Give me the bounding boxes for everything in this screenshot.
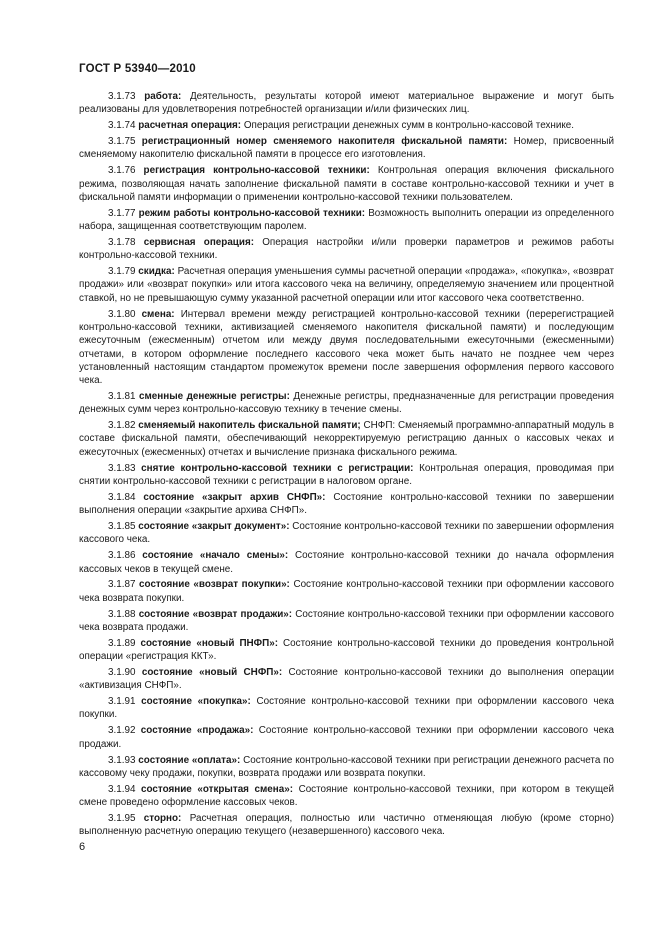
entry-term: сменяемый накопитель фискальной памяти; <box>138 420 361 432</box>
entry-number: 3.1.80 <box>108 308 136 320</box>
definition-entry <box>79 578 614 605</box>
entry-definition: Состояние контрольно-кассовой техники по завершении оформления кассового чека. <box>79 521 614 546</box>
entry-number: 3.1.79 <box>108 266 136 278</box>
entry-term: сервисная операция: <box>143 236 254 248</box>
entry-number: 3.1.78 <box>108 236 136 248</box>
entry-definition: Состояние контрольно-кассовой техники до выполнения операции «активизация СНФП». <box>79 666 614 692</box>
definition-entry <box>79 390 614 417</box>
entry-definition: Состояние контрольно-кассовой техники до начала оформления кассовых чеков в текущей смене. <box>79 550 614 575</box>
entry-term: режим работы контрольно-кассовой техники: <box>138 207 366 219</box>
entry-definition: Контрольная операция, проводимая при снятии контрольно-кассовой техники с регистрации в налоговом органе. <box>79 462 615 487</box>
definition-entry <box>79 812 614 839</box>
entry-number: 3.1.85 <box>108 521 136 533</box>
entry-number: 3.1.84 <box>108 491 136 503</box>
entry-term: сменные денежные регистры: <box>138 390 290 402</box>
entry-definition: Расчетная операция уменьшения суммы расчетной операции «продажа», «покупка», «возврат продажи» или «возврат покупки» или итога кассового чека на величину, определяемую значением или процентной ставкой, но не превышающую сумму указанной расчетной операции или итог кассового чека соответственно. <box>79 266 614 304</box>
entry-definition: Состояние контрольно-кассовой техники до проведения контрольной операции «регистрация ККТ». <box>79 637 614 663</box>
entry-definition: Состояние контрольно-кассовой техники при оформлении кассового чека продажи. <box>79 725 615 750</box>
definition-entry <box>79 637 614 664</box>
entry-term: состояние «новый СНФП»: <box>141 666 283 678</box>
definition-entry <box>79 666 614 693</box>
entry-number: 3.1.93 <box>108 754 136 766</box>
entry-number: 3.1.95 <box>108 812 136 824</box>
entry-definition: Номер, присвоенный сменяемому накопителю фискальной памяти в процессе его изготовления. <box>79 136 614 161</box>
entry-term: состояние «продажа»: <box>140 725 254 737</box>
document-header: ГОСТ Р 53940—2010 <box>79 63 196 75</box>
entry-definition: Состояние контрольно-кассовой техники при оформлении кассового чека возврата продажи. <box>79 608 614 633</box>
entry-term: снятие контрольно-кассовой техники с регистрации: <box>141 462 414 474</box>
entry-definition: Состояние контрольно-кассовой техники при оформлении кассового чека возврата покупки. <box>79 579 614 604</box>
entry-term: регистрационный номер сменяемого накопителя фискальной памяти: <box>141 136 508 148</box>
definition-entry <box>79 549 614 576</box>
definitions-list <box>79 90 614 841</box>
entry-term: состояние «оплата»: <box>138 754 241 766</box>
definition-entry <box>79 491 614 518</box>
entry-definition: Деятельность, результаты которой имеют материальное выражение и могут быть реализованы для удовлетворения потребностей организации и/или физических лиц. <box>79 91 615 116</box>
entry-term: состояние «закрыт документ»: <box>138 521 290 533</box>
entry-definition: Состояние контрольно-кассовой техники по завершении выполнения операции «закрытие архива СНФП». <box>79 491 615 517</box>
entry-number: 3.1.86 <box>108 550 136 562</box>
definition-entry <box>79 724 614 751</box>
definition-entry <box>79 236 614 263</box>
entry-number: 3.1.88 <box>108 608 136 620</box>
entry-number: 3.1.91 <box>108 696 136 708</box>
entry-number: 3.1.83 <box>108 462 136 474</box>
definition-entry <box>79 90 614 117</box>
definition-entry <box>79 164 614 204</box>
entry-number: 3.1.89 <box>108 637 136 649</box>
entry-term: расчетная операция: <box>138 120 242 132</box>
entry-definition: СНФП: Сменяемый программно-аппаратный модуль в составе фискальной памяти, обеспечивающий некорректируемую регистрацию данных о кассовых чеках и ежесуточных (ежесменных) отчетах и вычисление признака фискального режима. <box>79 420 614 458</box>
entry-number: 3.1.75 <box>108 136 136 148</box>
entry-term: состояние «возврат покупки»: <box>139 579 290 591</box>
entry-number: 3.1.90 <box>108 666 136 678</box>
entry-term: сторно: <box>143 812 182 824</box>
entry-term: состояние «новый ПНФП»: <box>140 637 278 649</box>
definition-entry <box>79 754 614 781</box>
entry-term: состояние «закрыт архив СНФП»: <box>143 491 326 503</box>
entry-number: 3.1.94 <box>108 783 136 795</box>
entry-term: работа: <box>144 91 182 102</box>
entry-term: смена: <box>141 308 175 320</box>
entry-number: 3.1.81 <box>108 390 136 402</box>
definition-entry <box>79 119 614 132</box>
entry-number: 3.1.74 <box>108 120 136 132</box>
entry-term: регистрация контрольно-кассовой техники: <box>143 165 370 177</box>
definition-entry <box>79 695 614 722</box>
entry-definition: Состояние контрольно-кассовой техники при оформлении кассового чека покупки. <box>79 696 614 721</box>
entry-definition: Операция регистрации денежных сумм в контрольно-кассовой технике. <box>243 120 575 132</box>
entry-definition: Контрольная операция включения фискального режима, позволяющая начать заполнение фискальной памяти в составе контрольно-кассовой техники и учет в фискальной памяти информации о применении контрольно-кассовой техники пользователем. <box>79 165 614 203</box>
entry-number: 3.1.92 <box>108 725 136 737</box>
definition-entry <box>79 419 614 459</box>
definition-entry <box>79 265 614 305</box>
entry-definition: Операция настройки и/или проверки параметров и режимов работы контрольно-кассовой техники. <box>79 236 614 262</box>
definition-entry <box>79 135 614 162</box>
definition-entry <box>79 783 614 810</box>
entry-definition: Интервал времени между регистрацией контрольно-кассовой техники (перерегистрацией контрольно-кассовой техники, активизацией сменяемого накопителя фискальной памяти) и последующим ежесуточным (ежесменным) отчетом или между двумя последовательными ежесуточными (ежесменными) отчетами, в котором оформление последнего кассового чека может быть начато не позднее чем через установленный настоящим стандартом промежуток времени после завершения оформления первого кассового чека. <box>79 308 614 387</box>
entry-number: 3.1.77 <box>108 207 136 219</box>
definition-entry <box>79 520 614 547</box>
entry-definition: Состояние контрольно-кассовой техники, при котором в текущей смене проведено оформление кассовых чеков. <box>79 783 614 809</box>
entry-number: 3.1.73 <box>108 91 136 102</box>
definition-entry <box>79 207 614 234</box>
definition-entry <box>79 462 614 489</box>
entry-definition: Денежные регистры, предназначенные для регистрации проведения денежных сумм через контрольно-кассовую технику в течение смены. <box>79 390 615 416</box>
entry-definition: Возможность выполнить операции из определенного набора, защищенная соответствующим паролем. <box>79 207 615 233</box>
definition-entry <box>79 608 614 635</box>
entry-definition: Расчетная операция, полностью или частично отменяющая любую (кроме сторно) выполненную расчетную операцию текущего (незавершенного) кассового чека. <box>79 812 614 838</box>
page-number: 6 <box>79 841 86 853</box>
entry-term: состояние «начало смены»: <box>142 550 289 562</box>
entry-number: 3.1.82 <box>108 420 136 432</box>
entry-term: состояние «возврат продажи»: <box>138 608 293 620</box>
entry-number: 3.1.87 <box>108 579 136 591</box>
entry-definition: Состояние контрольно-кассовой техники при регистрации денежного расчета по кассовому чеку продажи, покупки, возврата продажи или возврата покупки. <box>79 754 614 779</box>
entry-number: 3.1.76 <box>108 165 136 177</box>
entry-term: состояние «покупка»: <box>141 696 251 708</box>
entry-term: состояние «открытая смена»: <box>141 783 294 795</box>
entry-term: скидка: <box>138 266 175 278</box>
definition-entry <box>79 308 614 388</box>
